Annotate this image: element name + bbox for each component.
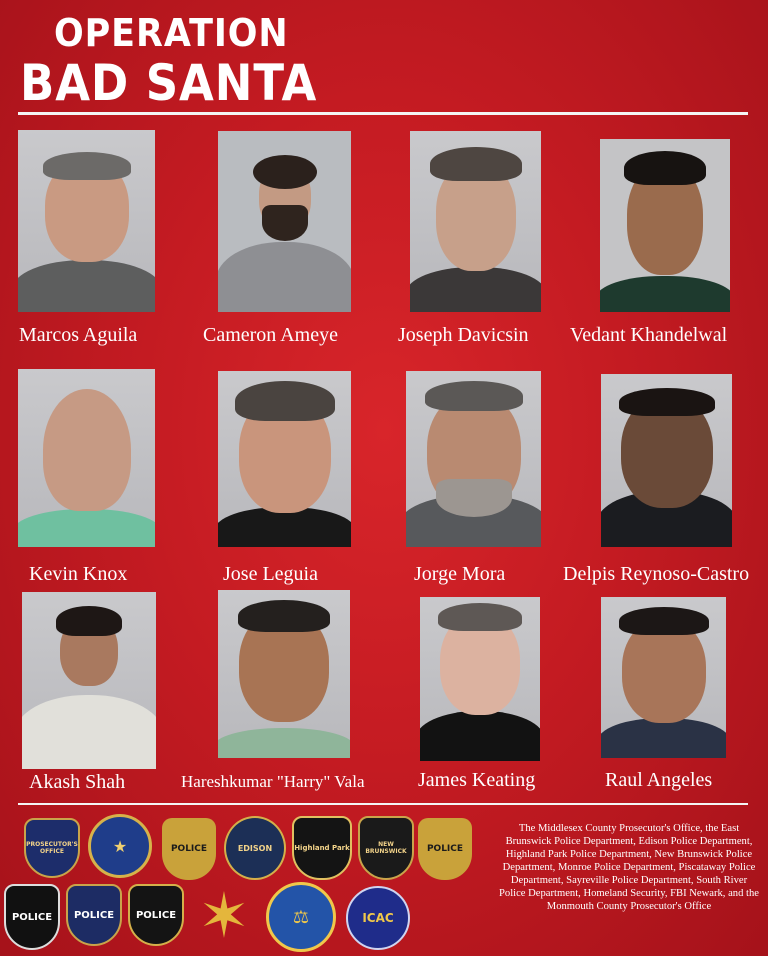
- title-line-1: OPERATION: [54, 11, 289, 55]
- mugshot-9: [22, 592, 156, 769]
- title-line-2: BAD SANTA: [20, 54, 318, 112]
- sayreville-police-badge: [66, 884, 122, 946]
- east-brunswick-badge-label: POLICE: [170, 844, 208, 854]
- piscataway-badge-label: POLICE: [11, 911, 53, 923]
- suspect-name-1: Marcos Aguila: [19, 324, 138, 346]
- east-brunswick-police-badge: [162, 818, 216, 880]
- piscataway-police-badge: [4, 884, 60, 950]
- mugshot-12: [601, 597, 726, 758]
- fbi-seal-icon: ★: [88, 814, 152, 878]
- mugshot-6: [218, 371, 351, 547]
- suspect-name-4: Vedant Khandelwal: [570, 324, 728, 346]
- suspect-name-7: Jorge Mora: [414, 563, 506, 585]
- poster-title: [20, 11, 350, 112]
- monroe-police-badge: [418, 818, 472, 880]
- suspect-name-12: Raul Angeles: [605, 769, 713, 791]
- mugshot-8: [601, 374, 732, 547]
- edison-badge-label: EDISON: [237, 843, 273, 853]
- suspect-name-6: Jose Leguia: [223, 563, 318, 585]
- mugshot-10: [218, 590, 350, 758]
- icac-seal-icon: ICAC: [346, 886, 410, 950]
- highland-park-police-badge: [292, 816, 352, 880]
- mugshot-4: [600, 139, 730, 312]
- suspect-name-11: James Keating: [418, 769, 536, 791]
- monmouth-prosecutor-seal-icon: ⚖: [266, 882, 336, 952]
- south-river-police-badge: [128, 884, 184, 946]
- mugshot-1: [18, 130, 155, 312]
- mugshot-7: [406, 371, 541, 547]
- suspect-name-9: Akash Shah: [29, 771, 126, 793]
- agency-caption: The Middlesex County Prosecutor's Office, the East Brunswick Police Department, Edison Police Department, Highland Park Police Department, New Brunswick Police Department, Monroe Police Department, Piscataway Police Department, Sayreville Police Department, South River Police Department, Homeland Security, FBI Newark, and the Monmouth County Prosecutor's Office: [499, 823, 759, 912]
- highland-park-badge-label: Highland Park: [294, 844, 350, 852]
- suspect-name-8: Delpis Reynoso-Castro: [563, 563, 750, 585]
- suspect-name-2: Cameron Ameye: [203, 324, 338, 346]
- new-brunswick-badge-label: NEW BRUNSWICK: [365, 841, 407, 855]
- prosecutor-badge-label: PROSECUTOR'S OFFICE: [26, 841, 78, 855]
- mugshot-2: [218, 131, 351, 312]
- mugshot-11: [420, 597, 540, 761]
- monroe-badge-label: POLICE: [426, 844, 464, 854]
- edison-police-badge: [224, 816, 286, 880]
- prosecutor-office-badge: [24, 818, 80, 878]
- bottom-divider: [18, 803, 748, 805]
- suspect-name-3: Joseph Davicsin: [398, 324, 529, 346]
- sayreville-badge-label: POLICE: [73, 909, 115, 921]
- suspect-name-5: Kevin Knox: [29, 563, 128, 585]
- marshal-star-icon: ✶: [198, 879, 250, 952]
- new-brunswick-police-badge: [358, 816, 414, 880]
- mugshot-5: [18, 369, 155, 547]
- south-river-badge-label: POLICE: [135, 909, 177, 921]
- top-divider: [18, 112, 748, 115]
- mugshot-3: [410, 131, 541, 312]
- suspect-name-10: Hareshkumar "Harry" Vala: [181, 772, 365, 791]
